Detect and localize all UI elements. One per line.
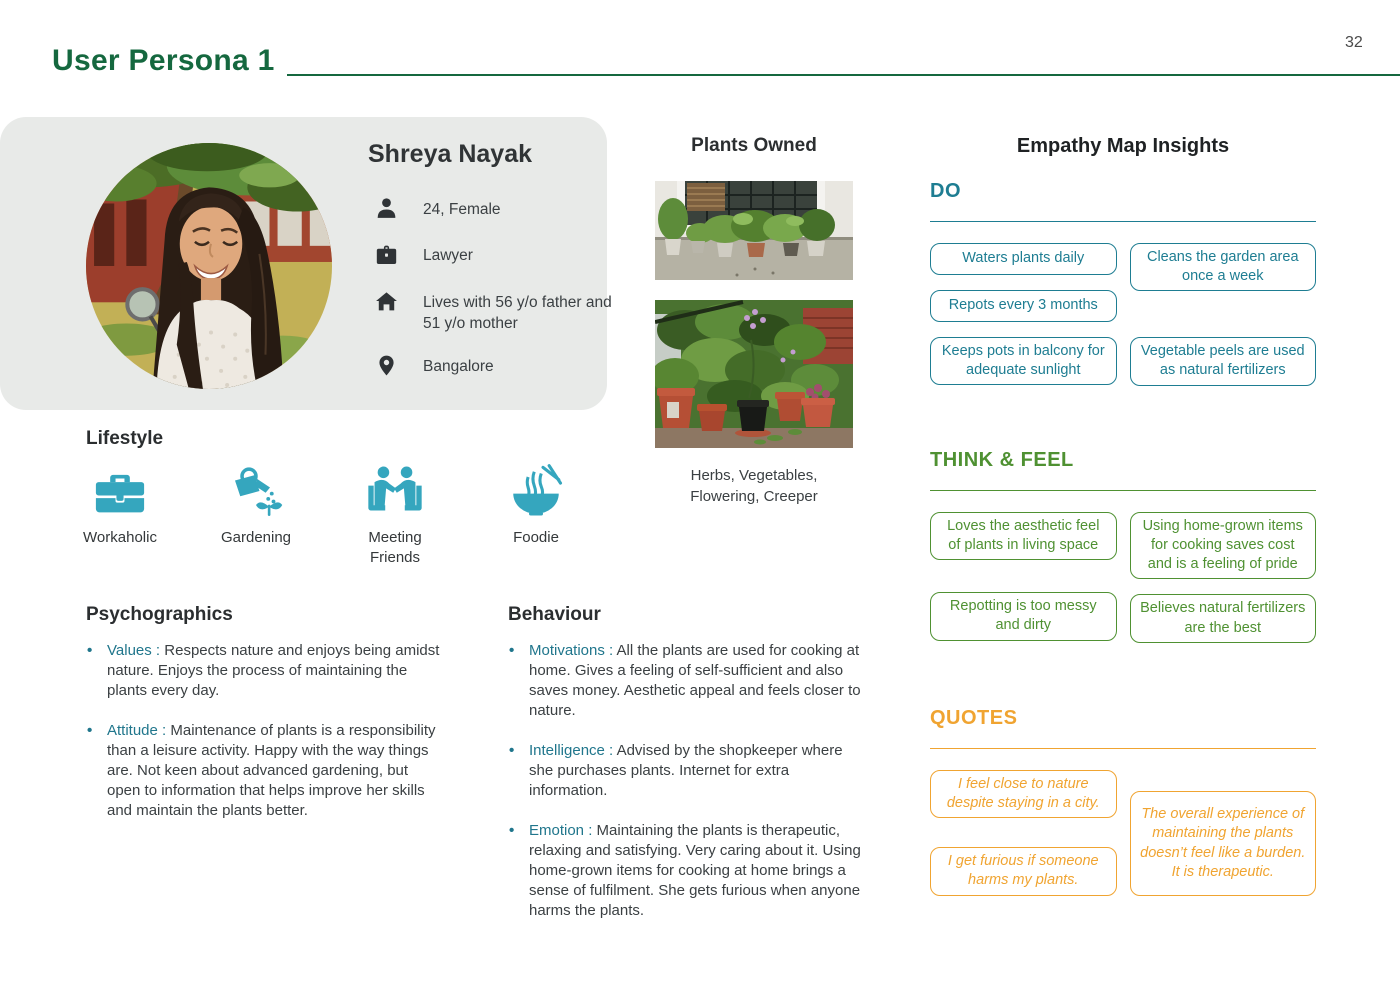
quotes-column-left (930, 770, 1117, 896)
insight-box: Believes natural fertilizers are the best (1130, 594, 1317, 642)
quote-box: I feel close to nature despite staying in a city. (930, 770, 1117, 818)
bullet-label: Values : (107, 642, 161, 659)
empathy-section-title: THINK & FEEL (930, 449, 1074, 471)
do-column-right (1130, 243, 1317, 386)
plants-owned-section (655, 135, 853, 507)
briefcase-icon (91, 466, 149, 516)
bullet-attitude (86, 721, 442, 821)
empathy-section-do (930, 180, 1316, 386)
page-title: User Persona 1 (52, 44, 275, 77)
plants-photo-balcony (655, 300, 853, 448)
think-column-left (930, 512, 1117, 643)
home-icon (374, 289, 399, 314)
detail-text: Bangalore (423, 358, 494, 375)
lifestyle-item-workaholic (60, 462, 180, 548)
location-pin-icon (374, 353, 399, 378)
think-column-right (1130, 512, 1317, 643)
lifestyle-label: Gardening (220, 529, 292, 546)
bullet-text: Maintaining the plants is therapeutic, relaxing and satisfying. Very caring about it. Using home-grown items for cooking at home brings a sense of fulfilment. She gets furious when anyone harms the plants. (529, 822, 861, 919)
insight-box: Using home-grown items for cooking saves cost and is a feeling of pride (1130, 512, 1317, 579)
detail-occupation (374, 242, 613, 267)
insight-box: Keeps pots in balcony for adequate sunlight (930, 337, 1117, 385)
psychographics-list (86, 641, 442, 841)
page-number: 32 (1345, 34, 1363, 51)
bullet-text: All the plants are used for cooking at home. Gives a feeling of self-sufficient and also saves money. Aesthetic appeal and feels closer to nature. (529, 642, 861, 719)
lifestyle-item-foodie (476, 462, 596, 548)
title-underline (287, 74, 1400, 76)
insight-box: Repots every 3 months (930, 290, 1117, 322)
quote-box: I get furious if someone harms my plants. (930, 847, 1117, 895)
bullet-motivations (508, 641, 864, 721)
meeting-friends-icon (363, 464, 427, 518)
bullet-label: Attitude : (107, 722, 167, 739)
quote-box: The overall experience of maintaining the plants doesn’t feel like a burden. It is therapeutic. (1130, 791, 1317, 896)
section-divider (930, 748, 1316, 749)
bullet-emotion (508, 821, 864, 921)
behaviour-heading: Behaviour (508, 604, 601, 625)
persona-name: Shreya Nayak (368, 140, 533, 168)
briefcase-icon (374, 242, 399, 267)
lifestyle-item-meeting-friends (335, 462, 455, 568)
person-icon (374, 196, 399, 221)
insight-box: Vegetable peels are used as natural fertilizers (1130, 337, 1317, 385)
bullet-text: Respects nature and enjoys being amidst nature. Enjoys the process of maintaining the plants every day. (107, 642, 440, 699)
empathy-map-heading: Empathy Map Insights (1016, 135, 1230, 157)
lifestyle-label: Meeting Friends (368, 529, 422, 566)
persona-photo (86, 143, 332, 389)
bullet-label: Intelligence : (529, 742, 614, 759)
empathy-section-title: QUOTES (930, 707, 1018, 729)
quotes-column-right (1130, 770, 1317, 896)
empathy-section-title: DO (930, 180, 961, 202)
bullet-text: Maintenance of plants is a responsibility than a leisure activity. Happy with the way things are. Not keen about advanced gardening, but open to information that helps improve her skills and maintain the plants better. (107, 722, 436, 819)
lifestyle-heading: Lifestyle (86, 428, 164, 449)
detail-text: Lawyer (423, 247, 473, 264)
psychographics-heading: Psychographics (86, 604, 233, 625)
detail-family (374, 289, 613, 334)
insight-box: Repotting is too messy and dirty (930, 592, 1117, 640)
behaviour-list (508, 641, 864, 941)
insight-box: Loves the aesthetic feel of plants in living space (930, 512, 1117, 560)
bullet-values (86, 641, 442, 701)
lifestyle-item-gardening (196, 462, 316, 548)
bullet-intelligence (508, 741, 864, 801)
detail-text: Lives with 56 y/o father and 51 y/o mother (423, 294, 612, 332)
watering-can-icon (228, 464, 284, 518)
do-column-left (930, 243, 1117, 386)
insight-box: Cleans the garden area once a week (1130, 243, 1317, 291)
lifestyle-label: Workaholic (83, 529, 157, 546)
detail-location (374, 353, 613, 378)
detail-age-gender (374, 196, 613, 221)
plants-owned-heading: Plants Owned (691, 135, 817, 156)
persona-photo-illustration (86, 143, 332, 389)
plants-photo-window (655, 181, 853, 280)
detail-text: 24, Female (423, 201, 501, 218)
noodle-bowl-icon (508, 464, 564, 518)
empathy-section-think-feel (930, 449, 1316, 643)
bullet-label: Motivations : (529, 642, 614, 659)
plants-caption: Herbs, Vegetables, Flowering, Creeper (690, 467, 818, 505)
section-divider (930, 221, 1316, 222)
lifestyle-label: Foodie (513, 529, 559, 546)
empathy-section-quotes (930, 707, 1316, 896)
bullet-label: Emotion : (529, 822, 593, 839)
section-divider (930, 490, 1316, 491)
bullet-text: Advised by the shopkeeper where she purchases plants. Internet for extra information. (529, 742, 843, 799)
insight-box: Waters plants daily (930, 243, 1117, 275)
